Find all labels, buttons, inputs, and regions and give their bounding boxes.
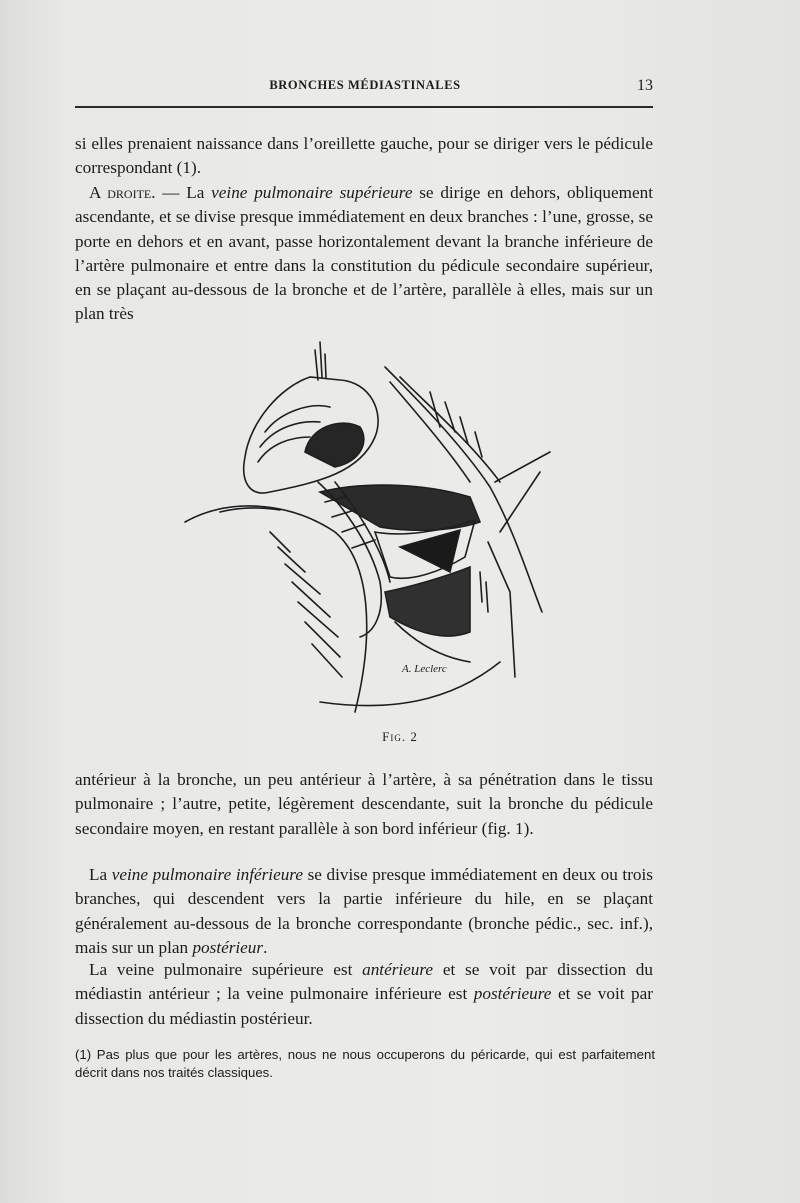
header-rule xyxy=(75,106,653,108)
anatomical-figure xyxy=(170,332,560,717)
paragraph-4 xyxy=(75,863,653,960)
page-header xyxy=(75,78,655,98)
emphasis-term: veine pulmonaire supérieure xyxy=(211,183,413,202)
footnote: (1) Pas plus que pour les artères, nous ne nous occuperons du péricarde, qui est parfaitement décrit dans nos traités classiques. xyxy=(75,1047,655,1080)
paragraph-1: si elles prenaient naissance dans l’oreillette gauche, pour se diriger vers le pédicule correspondant (1). xyxy=(75,134,653,178)
emphasis-term: veine pulmonaire inférieure xyxy=(111,865,303,884)
paragraph-2 xyxy=(75,181,653,327)
text-span: et se voit par dissection du médiastin postérieur. xyxy=(75,984,653,1028)
emphasis-term: antérieure xyxy=(362,960,434,979)
emphasis-term: postérieur xyxy=(192,937,264,957)
text-span: La veine pulmonaire supérieure est xyxy=(89,960,363,979)
figure-illustration xyxy=(170,332,560,717)
text-span: se divise presque immédiatement en deux ou trois branches, qui descendent vers la partie inférieure du hile, en se plaçant généralement au-dessous de la bronche correspondante (bronche pédic., sec. inf.), mais sur un plan xyxy=(75,865,653,957)
paragraph-3: antérieur à la bronche, un peu antérieur à l’artère, à sa pénétration dans le tissu pulmonaire ; l’autre, petite, légèrement descendante, suit la bronche du pédicule secondaire moyen, en restant parallèle à son bord inférieur (fig. 1). xyxy=(75,770,653,838)
text-span: . xyxy=(263,937,268,957)
page-number: 13 xyxy=(637,77,653,94)
text-span: — La xyxy=(155,183,212,202)
paragraph-5 xyxy=(75,958,653,1031)
figure-caption: Fig. 2 xyxy=(382,729,418,744)
running-title: BRONCHES MÉDIASTINALES xyxy=(269,78,461,92)
section-lead: A droite. xyxy=(89,183,156,202)
text-span: La xyxy=(89,865,112,884)
text-span: se dirige en dehors, obliquement ascendante, et se divise presque immédiatement en deux branches : l’une, grosse, se porte en dehors et en avant, passe horizontalement devant la branche inférieure de l’artère pulmonaire et entre dans la constitution du pédicule secondaire supérieur, en se plaçant au-dessous de la bronche et de l’artère, parallèle à elles, mais sur un plan très xyxy=(75,183,653,324)
figure-signature: A. Leclerc xyxy=(402,663,447,675)
emphasis-term: postérieure xyxy=(473,984,552,1004)
text-span: et se voit par dissection du médiastin antérieur ; la veine pulmonaire inférieure est xyxy=(75,960,653,1004)
